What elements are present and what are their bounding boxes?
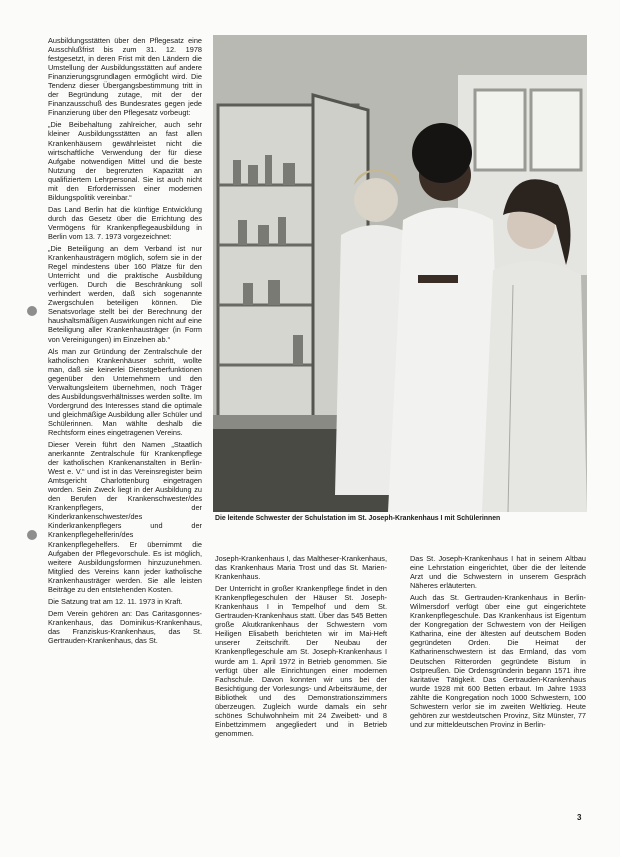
- paragraph: Joseph-Krankenhaus I, das Maltheser-Krankenhaus, das Krankenhaus Maria Trost und das St. Marien-Krankenhaus.: [215, 554, 387, 582]
- page-number: 3: [577, 813, 582, 822]
- paragraph: Dieser Verein führt den Namen „Staatlich anerkannte Zentralschule für Krankenpflege der katholischen Krankenanstalten in Berlin-West e. V.“ und ist in das Vereinsregister beim Amtsgericht Charlottenburg eingetragen worden. Sein Zweck liegt in der Ausbildung zu den Berufen der Krankenschwester/des Krankenpflegers, der Kinderkrankenschwester/des Kinderkrankenpflegers und der Krankenpflegehelferin/des Krankenpflegehelfers. Er übernimmt die Aufgaben der Pflegevorschule. Es ist möglich, weitere Ausbildungsformen hinzuzunehmen. Mitglied des Vereins kann jeder katholische Krankenhausträger werden. Sie alle leisten Beiträge zu den entstehenden Kosten.: [48, 440, 202, 594]
- binder-hole: [27, 306, 37, 316]
- binder-hole: [27, 530, 37, 540]
- paragraph: Auch das St. Gertrauden-Krankenhaus in Berlin-Wilmersdorf verfügt über eine gut eingerichtete Krankenpflegeschule. Das Krankenhaus ist Eigentum der Kongregation der Schwestern von der Heiligen Katharina, eine der ältesten auf deutschem Boden gegründeten Orden. Die Heimat der Katharinenschwestern ist das Ermland, das vom Deutschen Ritterorden gegründete Bistum in Ostpreußen. Die Ordensgründerin begann 1571 ihre karitative Tätigkeit. Das Gertrauden-Krankenhaus wurde 1928 mit 600 Betten erbaut. Im Jahre 1933 zählte die Kongregation noch 1000 Schwestern, 100 Schwestern verlor sie im zweiten Weltkrieg. Heute gehören zur westdeutschen Provinz, Sitz Münster, 77 und zur mitteldeutschen Provinz in Berlin-: [410, 593, 586, 729]
- photo-illustration: [213, 35, 587, 512]
- paragraph: Ausbildungsstätten über den Pflegesatz eine Ausschlußfrist bis zum 31. 12. 1978 festgesetzt, in deren Frist mit den Ländern die Umstellung der Ausbildungsstätten auf andere Finanzierungsgrundlagen ermöglicht wird. Die Tendenz dieser Übergangsbestimmung tritt in der Begründung zutage, mit der der Finanzausschuß des Bundesrates gegen jede Finanzierung über den Pflegesatz vorbeugt:: [48, 36, 202, 118]
- photo-nurses-with-students: [213, 35, 587, 512]
- paragraph: Als man zur Gründung der Zentralschule der katholischen Krankenhäuser schritt, wollte man, daß sie keinerlei Dienstgeberfunktionen gegenüber den Unternehmern und den Verwaltungsleitern übernehmen, noch Träger des Ausbildungsverhältnisses werden sollte. Im Vordergrund des Interesses stand die optimale und gleichmäßige Ausbildung aller Schüler und Schülerinnen. Man wählte deshalb die Rechtsform eines eingetragenen Vereins.: [48, 346, 202, 437]
- paragraph: Der Unterricht in großer Krankenpflege findet in den Krankenpflegeschulen der Häuser St. Joseph-Krankenhaus I in Tempelhof und dem St. Gertrauden-Krankenhaus statt. Über das 545 Betten große Akutkrankenhaus der Schwestern vom Heiligen Elisabeth berichteten wir im Mai-Heft unserer Zeitschrift. Der Neubau der Krankenpflegeschule am St. Joseph-Krankenhaus I wurde am 1. April 1972 in Betrieb genommen. Sie verfügt über alle Einrichtungen einer modernen Fachschule. Davon konnten wir uns bei der Besichtigung der Vorlesungs- und Arbeitsräume, der Bibliothek und des Demonstrationszimmers überzeugen. Zugleich wurde damals ein sehr schönes Schulwohnheim mit 24 Zweibett- und 8 Einbettzimmern angegliedert und in Betrieb genommen.: [215, 584, 387, 738]
- paragraph: Das St. Joseph-Krankenhaus I hat in seinem Altbau eine Lehrstation eingerichtet, über die der leitende Arzt und die Schwestern in unserem Gespräch Näheres erläuterten.: [410, 554, 586, 591]
- paragraph: „Die Beteiligung an dem Verband ist nur Krankenhausträgern möglich, sofern sie in der Regel mindestens über 160 Plätze für den Unterricht und die praktische Ausbildung verfügen. Durch die Beschränkung soll verhindert werden, daß sich sogenannte Zwergschulen beteiligen können. Die Senatsvorlage stellt bei der Berechnung der haushaltsmäßigen Auswirkungen nicht auf eine Beteiligung aller Krankenhausträger (in Form von Vereinigungen) im Einzelnen ab.“: [48, 244, 202, 344]
- photo-caption: Die leitende Schwester der Schulstation im St. Joseph-Krankenhaus I mit Schülerinnen: [215, 515, 501, 522]
- left-text-column: [48, 36, 202, 648]
- paragraph: Die Satzung trat am 12. 11. 1973 in Kraft.: [48, 596, 183, 606]
- paragraph: Dem Verein gehören an: Das Caritasgonnes-Krankenhaus, das Dominikus-Krankenhaus, das Franziskus-Krankenhaus, das St. Gertrauden-Krankenhaus, das St.: [48, 608, 202, 645]
- paragraph: „Die Beibehaltung zahlreicher, auch sehr kleiner Ausbildungsstätten an fast allen Krankenhäusern gewährleistet nicht die wirtschaftliche Verwendung der für diese Aufgabe notwendigen Mittel und die beste Nutzung der begrenzten Kapazität an qualifiziertem Lehrpersonal. Sie ist auch nicht mit den Erfordernissen einer modernen Bildungspolitik vereinbar.“: [48, 120, 202, 202]
- middle-text-column: [215, 554, 387, 741]
- right-text-column: [410, 554, 586, 732]
- paragraph: Das Land Berlin hat die künftige Entwicklung durch das Gesetz über die Errichtung des Vermögens für Krankenpflegeausbildung in Berlin vom 13. 7. 1973 vorgezeichnet:: [48, 204, 202, 241]
